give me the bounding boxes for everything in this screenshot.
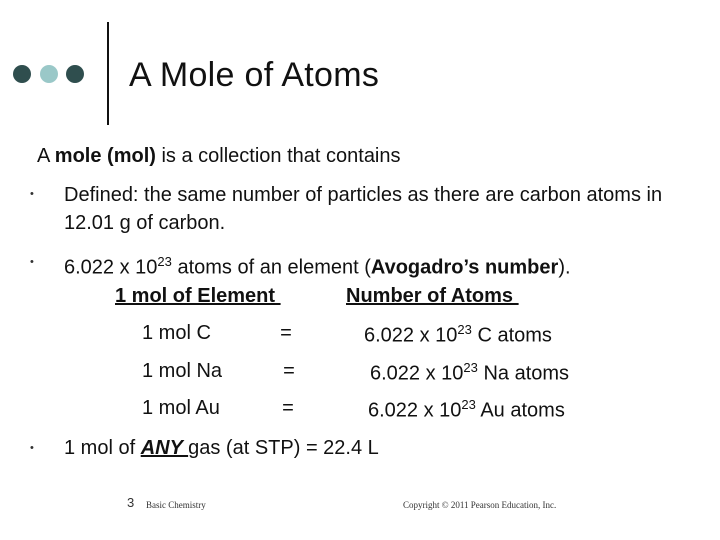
avogadro-exponent: 23	[157, 254, 172, 269]
table-header-element: 1 mol of Element	[115, 285, 281, 307]
title-divider	[107, 22, 109, 125]
row-equals: =	[280, 322, 292, 344]
row-element: 1 mol Au	[142, 397, 220, 419]
row-value	[364, 322, 552, 348]
row-exponent: 23	[457, 322, 472, 337]
intro-suffix: is a collection that contains	[155, 145, 401, 167]
slide-title: A Mole of Atoms	[129, 56, 380, 94]
table-header-atoms: Number of Atoms	[346, 285, 519, 307]
row-value	[368, 397, 565, 423]
avogadro-bold: Avogadro’s number	[370, 256, 559, 279]
page-number: 3	[127, 495, 135, 510]
row-unit: Na atoms	[477, 362, 570, 385]
avogadro-base: 6.022 x 10	[64, 256, 158, 279]
bullet-marker-2: •	[30, 256, 34, 268]
intro-bold-term: mole (mol)	[54, 145, 156, 167]
bullet-marker-1: •	[30, 188, 34, 200]
gas-pre: 1 mol of	[64, 437, 141, 459]
row-value	[370, 360, 569, 386]
bullet-gas-volume	[64, 434, 379, 462]
intro-prefix: A	[37, 145, 55, 167]
gas-post: gas (at STP) = 22.4 L	[188, 437, 379, 459]
intro-text	[37, 145, 401, 168]
gas-emphasis: ANY	[140, 437, 189, 459]
bullet-marker-3: •	[30, 442, 34, 454]
row-unit: C atoms	[471, 324, 552, 347]
decorative-dot-3	[66, 65, 84, 83]
row-unit: Au atoms	[475, 399, 565, 422]
row-exponent: 23	[461, 397, 476, 412]
footer-course: Basic Chemistry	[146, 500, 206, 510]
row-exponent: 23	[463, 360, 478, 375]
row-equals: =	[282, 397, 294, 419]
bullet-definition: Defined: the same number of particles as there are carbon atoms in 12.01 g of carbon.	[64, 184, 663, 234]
decorative-dot-1	[13, 65, 31, 83]
row-equals: =	[283, 360, 295, 382]
row-base: 6.022 x 10	[364, 324, 458, 347]
row-base: 6.022 x 10	[370, 362, 464, 385]
row-element: 1 mol Na	[142, 360, 223, 382]
decorative-dot-2	[40, 65, 58, 83]
avogadro-end: ).	[558, 256, 571, 279]
footer-copyright: Copyright © 2011 Pearson Education, Inc.	[403, 500, 557, 510]
avogadro-mid: atoms of an element (	[171, 256, 371, 279]
row-element: 1 mol C	[142, 322, 211, 344]
row-base: 6.022 x 10	[368, 399, 462, 422]
bullet-avogadro	[64, 248, 571, 282]
